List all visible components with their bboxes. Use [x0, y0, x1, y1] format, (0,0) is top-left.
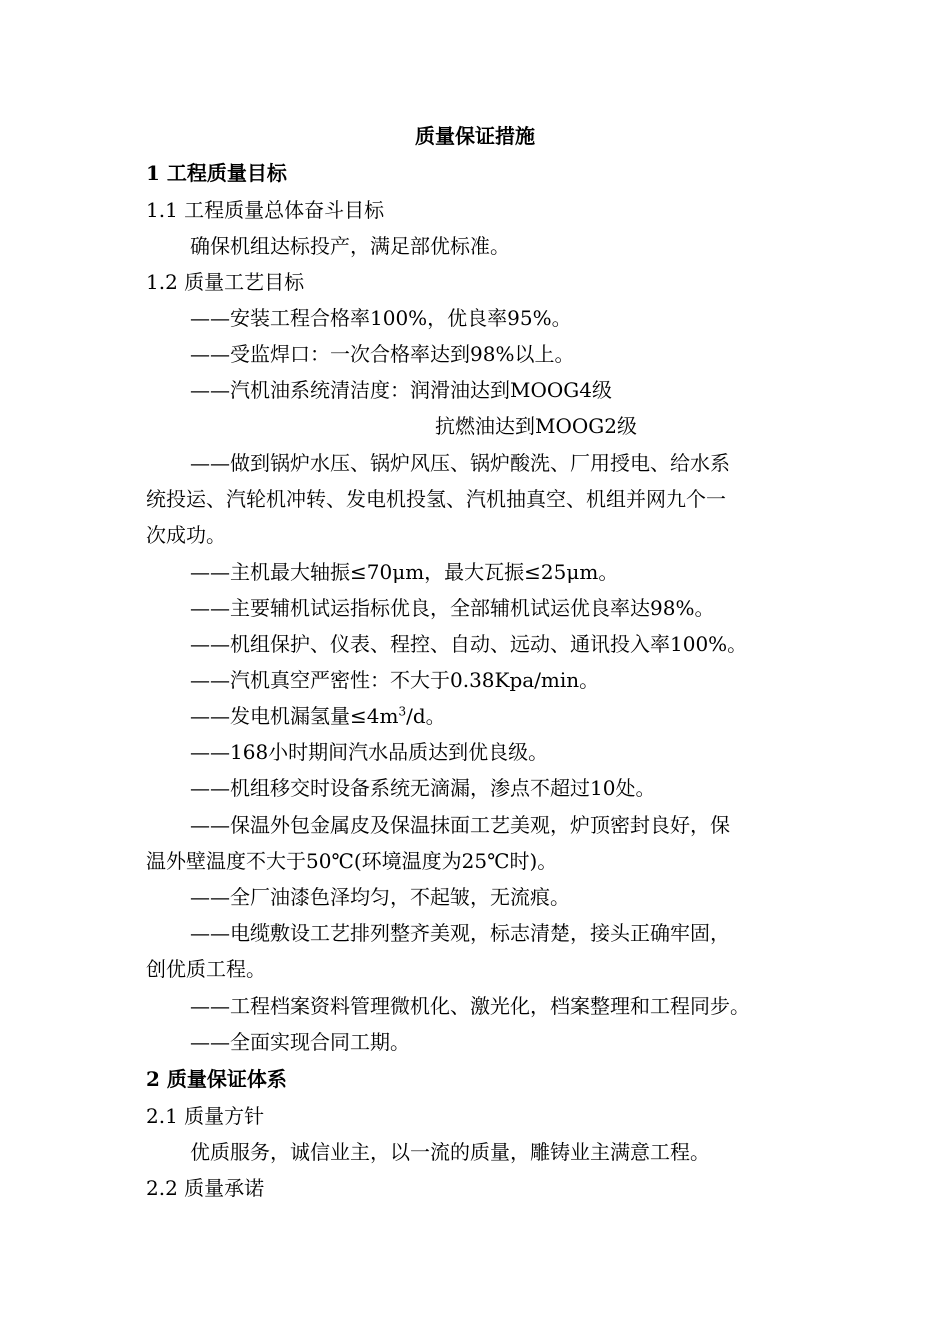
list-item — [190, 702, 950, 730]
list-item-continuation: 抗燃油达到MOOG2级 — [435, 414, 637, 438]
list-item-continuation: 统投运、汽轮机冲转、发电机投氢、汽机抽真空、机组并网九个一 — [146, 487, 726, 511]
subsection-heading: 2.1 质量方针 — [146, 1104, 265, 1128]
list-item: ——全面实现合同工期。 — [190, 1030, 410, 1054]
paragraph-line: 优质服务，诚信业主，以一流的质量，雕铸业主满意工程。 — [190, 1140, 710, 1164]
paragraph-line: 确保机组达标投产，满足部优标准。 — [190, 234, 510, 258]
list-item: ——168小时期间汽水品质达到优良级。 — [190, 740, 549, 764]
list-item-continuation: 次成功。 — [146, 523, 226, 547]
list-item-continuation: 温外壁温度不大于50℃(环境温度为25℃时)。 — [146, 849, 558, 873]
subsection-heading: 1.1 工程质量总体奋斗目标 — [146, 198, 385, 222]
list-item: ——做到锅炉水压、锅炉风压、锅炉酸洗、厂用授电、给水系 — [190, 451, 730, 475]
list-item-continuation: 创优质工程。 — [146, 957, 266, 981]
subsection-heading: 2.2 质量承诺 — [146, 1176, 265, 1200]
document-title: 质量保证措施 — [415, 124, 535, 148]
list-item: ——主要辅机试运指标优良，全部辅机试运优良率达98%。 — [190, 596, 715, 620]
subsection-heading: 1.2 质量工艺目标 — [146, 270, 305, 294]
list-item-text: /d。 — [406, 704, 446, 728]
list-item: ——机组保护、仪表、程控、自动、远动、通讯投入率100%。 — [190, 632, 748, 656]
list-item: ——全厂油漆色泽均匀，不起皱，无流痕。 — [190, 885, 570, 909]
list-item: ——安装工程合格率100%，优良率95%。 — [190, 306, 572, 330]
list-item: ——工程档案资料管理微机化、激光化，档案整理和工程同步。 — [190, 994, 750, 1018]
list-item: ——汽机真空严密性：不大于0.38Kpa/min。 — [190, 668, 600, 692]
list-item: ——受监焊口：一次合格率达到98%以上。 — [190, 342, 575, 366]
list-item-text: ——发电机漏氢量≤4m — [190, 704, 399, 728]
list-item: ——汽机油系统清洁度：润滑油达到MOOG4级 — [190, 378, 612, 402]
section-heading: 1 工程质量目标 — [146, 161, 287, 185]
list-item: ——主机最大轴振≤70μm，最大瓦振≤25μm。 — [190, 560, 619, 584]
list-item: ——保温外包金属皮及保温抹面工艺美观，炉顶密封良好，保 — [190, 813, 730, 837]
list-item: ——电缆敷设工艺排列整齐美观，标志清楚，接头正确牢固， — [190, 921, 730, 945]
section-heading: 2 质量保证体系 — [146, 1067, 287, 1091]
list-item: ——机组移交时设备系统无滴漏，渗点不超过10处。 — [190, 776, 656, 800]
superscript: 3 — [398, 704, 407, 719]
